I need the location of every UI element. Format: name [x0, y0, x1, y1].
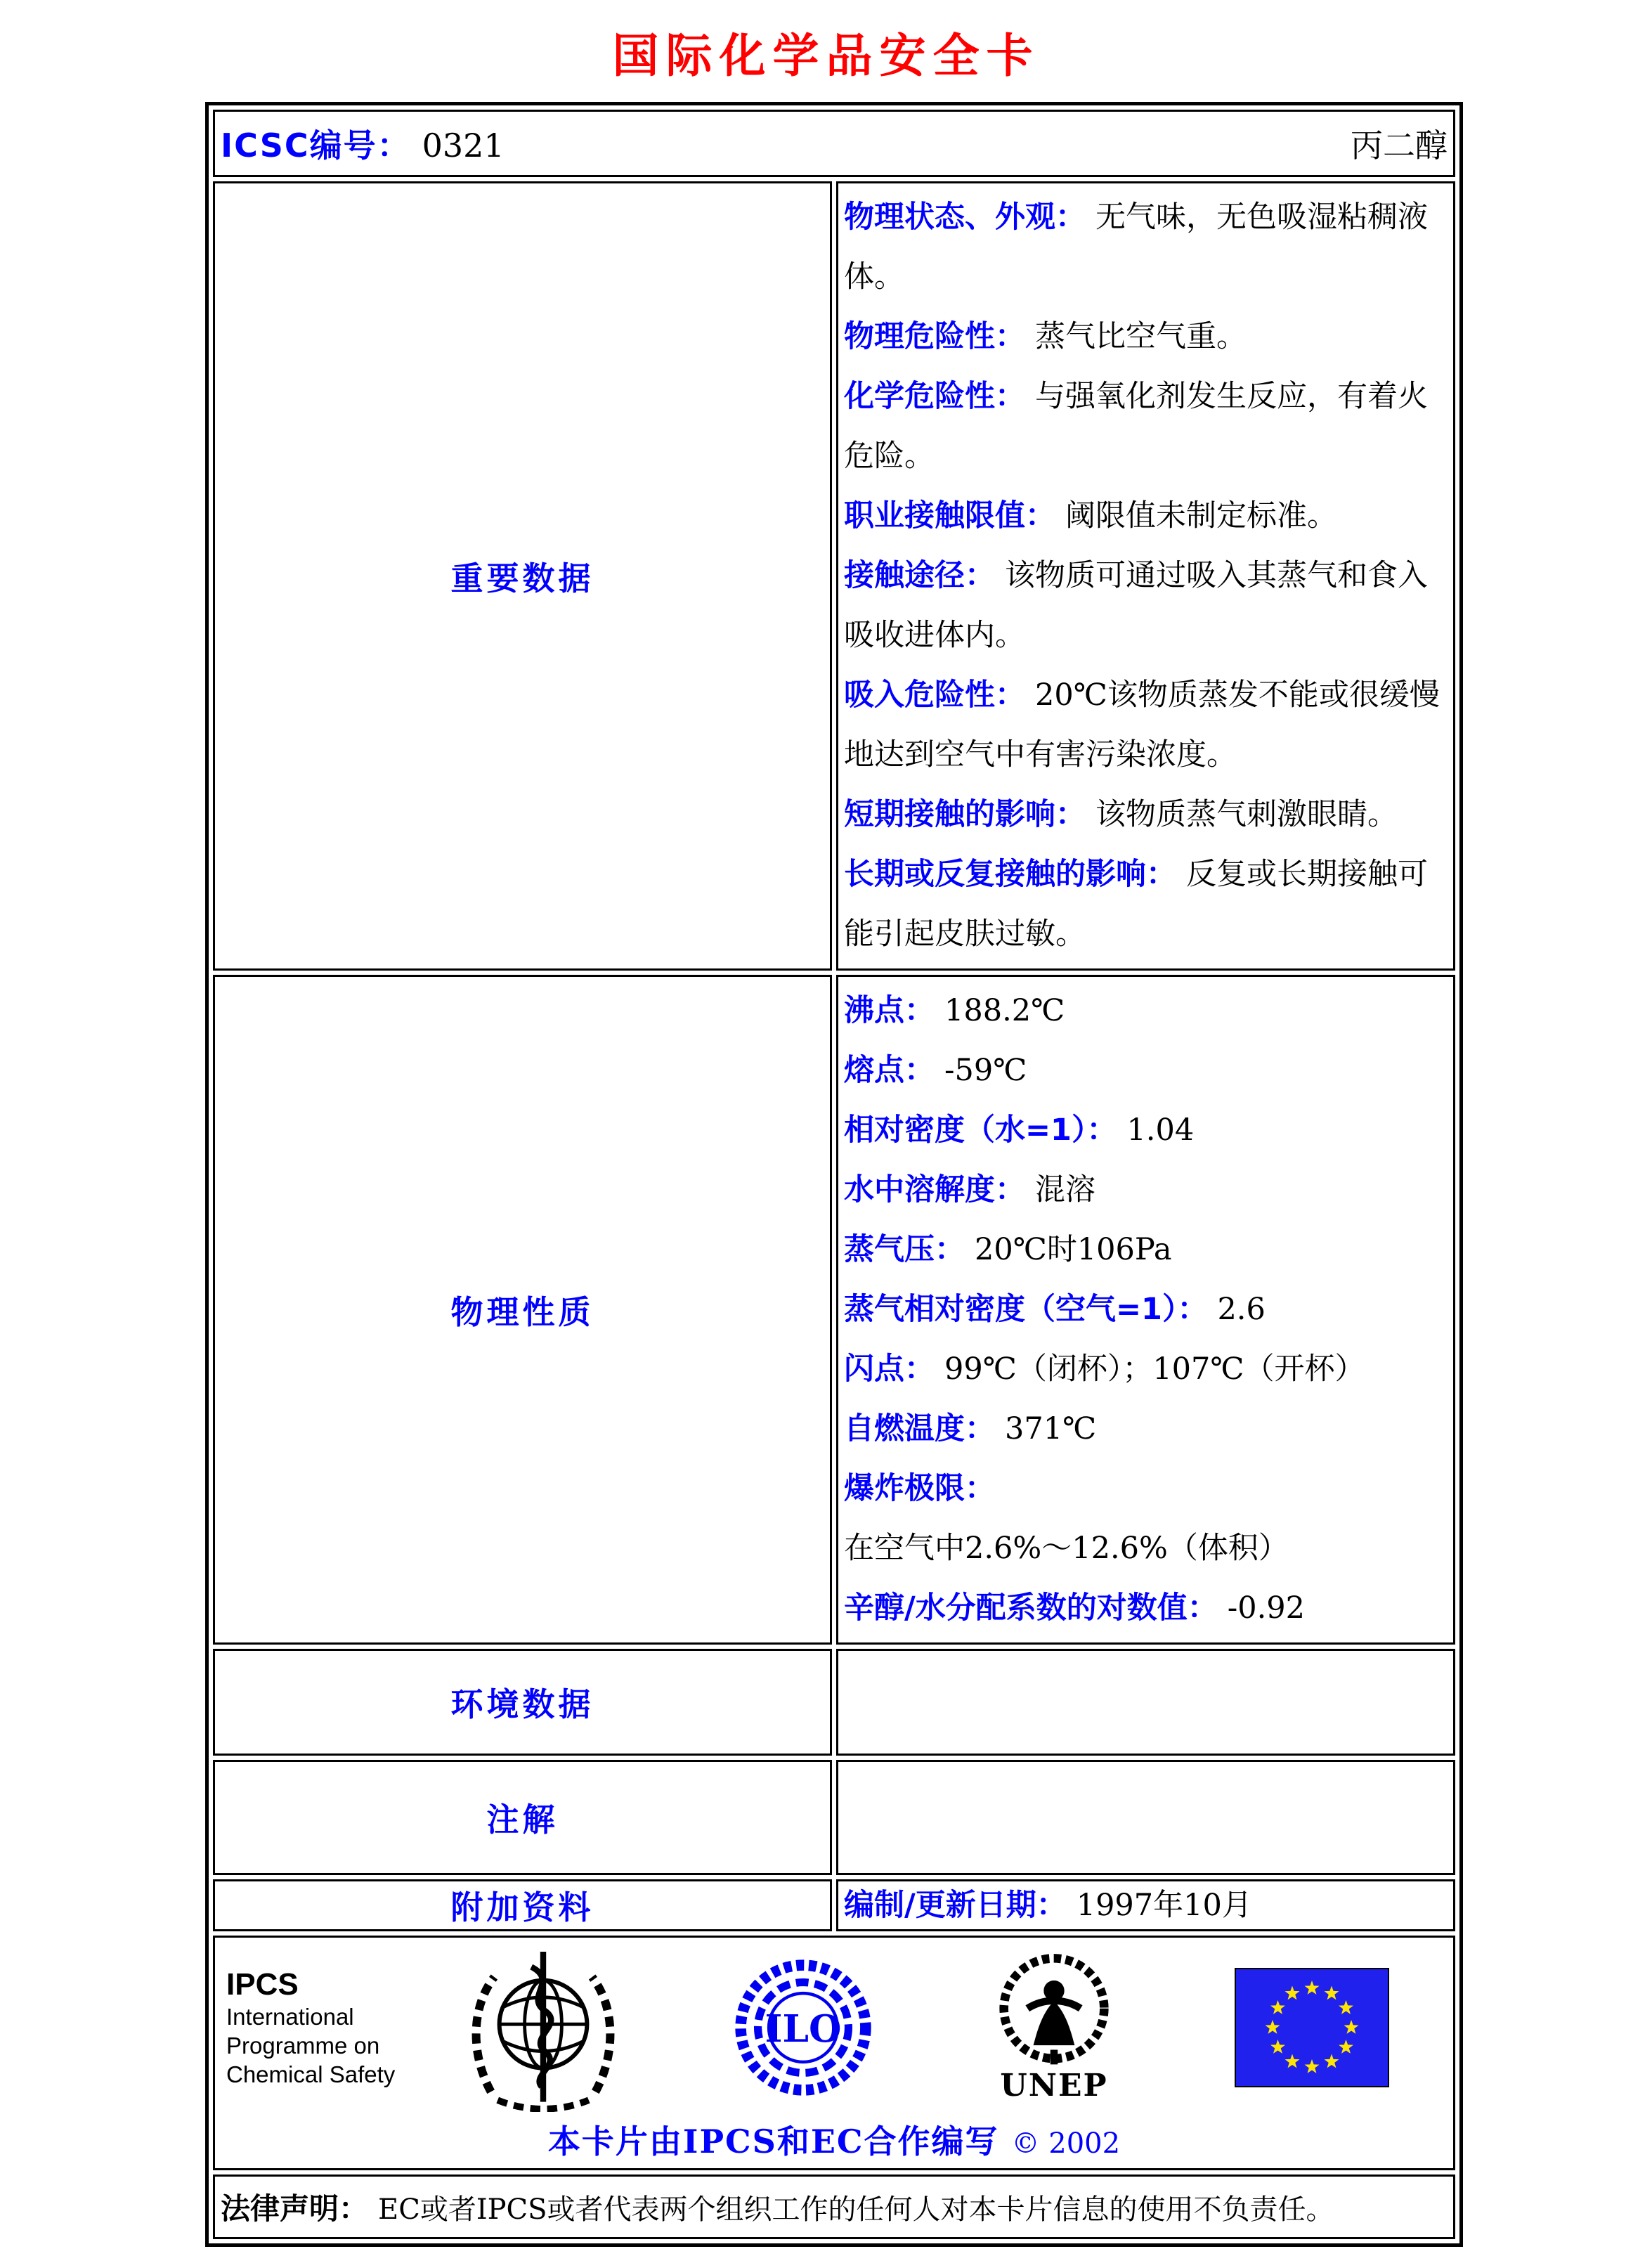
property-line — [844, 1399, 1448, 1459]
unep-logo-text: UNEP — [1000, 2067, 1108, 2104]
additional-info-row — [213, 1879, 1455, 1931]
property-label: 闪点： — [844, 1352, 935, 1387]
property-value: 混溶 — [1035, 1172, 1095, 1207]
property-label: 短期接触的影响： — [844, 797, 1086, 832]
legal-label: 法律声明： — [221, 2191, 369, 2226]
property-label: 沸点： — [844, 993, 935, 1028]
property-value: 188.2℃ — [944, 993, 1065, 1028]
property-line — [844, 486, 1448, 546]
ilo-logo-text: ILO — [765, 2007, 842, 2051]
chemical-name: 丙二醇 — [1351, 127, 1448, 164]
important-data-label-cell — [213, 181, 832, 971]
header-row — [213, 110, 1455, 177]
property-label: 相对密度（水=1）： — [844, 1113, 1117, 1148]
property-line — [844, 188, 1448, 307]
property-label: 物理状态、外观： — [844, 200, 1086, 235]
property-value: 该物质可通过吸入其蒸气和食入吸收进体内。 — [844, 558, 1428, 653]
section-label-environmental-data: 环境数据 — [450, 1685, 594, 1723]
legal-cell — [213, 2175, 1455, 2239]
property-label: 水中溶解度： — [844, 1172, 1025, 1207]
physical-properties-label-cell — [213, 975, 832, 1645]
property-value: 阈限值未制定标准。 — [1065, 498, 1337, 533]
property-value: 1.04 — [1126, 1113, 1195, 1148]
property-line — [844, 1101, 1448, 1160]
footer-cell — [213, 1936, 1455, 2170]
property-line — [844, 307, 1448, 367]
icsc-number-group — [221, 120, 505, 167]
property-value: -59℃ — [944, 1053, 1027, 1088]
legal-row — [213, 2175, 1455, 2239]
who-logo — [467, 1943, 619, 2112]
notes-row — [213, 1760, 1455, 1875]
property-value: -0.92 — [1227, 1590, 1305, 1626]
property-line — [844, 1459, 1448, 1579]
physical-properties-content-cell — [836, 975, 1455, 1645]
environmental-data-row — [213, 1649, 1455, 1756]
property-value: 蒸气比空气重。 — [1035, 319, 1247, 354]
footer-row — [213, 1936, 1455, 2170]
ipcs-subtitle-line: International — [226, 2003, 354, 2030]
property-line — [844, 1041, 1448, 1101]
environmental-data-label-cell — [213, 1649, 832, 1756]
footer-caption — [222, 2116, 1446, 2163]
unep-logo-icon — [987, 1952, 1121, 2073]
property-label: 爆炸极限： — [844, 1471, 995, 1506]
property-value: 1997年10月 — [1076, 1888, 1252, 1923]
property-line — [844, 1160, 1448, 1220]
property-line — [844, 1579, 1448, 1638]
physical-properties-row — [213, 975, 1455, 1645]
property-value: 99℃（闭杯）；107℃（开杯） — [944, 1352, 1365, 1387]
ipcs-subtitle-line: Chemical Safety — [226, 2061, 396, 2087]
property-label: 接触途径： — [844, 558, 995, 593]
eu-flag — [1235, 1968, 1389, 2087]
property-label: 物理危险性： — [844, 319, 1025, 354]
property-label: 自燃温度： — [844, 1411, 995, 1446]
property-line — [844, 546, 1448, 666]
property-value: 371℃ — [1005, 1411, 1097, 1446]
logo-strip — [410, 1943, 1446, 2112]
section-label-additional-info: 附加资料 — [450, 1888, 594, 1926]
property-line — [844, 367, 1448, 486]
unep-logo — [987, 1952, 1121, 2104]
ipcs-subtitle-line: Programme on — [226, 2032, 380, 2059]
property-label: 长期或反复接触的影响： — [844, 857, 1176, 892]
footer-logos-strip — [222, 1943, 1446, 2112]
ipcs-title: IPCS — [226, 1966, 299, 2002]
who-logo-icon — [467, 1943, 619, 2112]
section-label-notes: 注解 — [486, 1801, 559, 1839]
property-label: 编制/更新日期： — [844, 1888, 1067, 1923]
property-label: 蒸气压： — [844, 1232, 965, 1267]
important-data-row — [213, 181, 1455, 971]
section-label-important-data: 重要数据 — [450, 559, 594, 597]
property-line — [844, 981, 1448, 1041]
ilo-logo-icon — [733, 1949, 873, 2106]
ilo-logo — [733, 1949, 873, 2106]
property-value: 无气味，无色吸湿粘稠液体。 — [844, 200, 1428, 294]
icsc-card-table — [205, 102, 1463, 2247]
ipcs-block — [222, 1967, 410, 2089]
property-line — [844, 1220, 1448, 1280]
property-label: 化学危险性： — [844, 379, 1025, 414]
property-line — [844, 1340, 1448, 1399]
page-title: 国际化学品安全卡 — [612, 28, 1040, 83]
property-line — [844, 1886, 1448, 1925]
property-label: 蒸气相对密度（空气=1）： — [844, 1292, 1208, 1327]
footer-copyright: © 2002 — [1011, 2127, 1121, 2160]
property-line — [844, 666, 1448, 785]
footer-caption-text: 本卡片由IPCS和EC合作编写 — [547, 2122, 999, 2160]
legal-text: EC或者IPCS或者代表两个组织工作的任何人对本卡片信息的使用不负责任。 — [378, 2193, 1334, 2226]
property-value: 该物质蒸气刺激眼睛。 — [1095, 797, 1398, 832]
header-cell — [213, 110, 1455, 177]
icsc-number-label: ICSC编号： — [221, 127, 411, 164]
important-data-content-cell — [836, 181, 1455, 971]
property-label: 辛醇/水分配系数的对数值： — [844, 1590, 1218, 1626]
section-label-physical-properties: 物理性质 — [450, 1292, 594, 1331]
property-value: 反复或长期接触可能引起皮肤过敏。 — [844, 857, 1428, 952]
property-value: 在空气中2.6%～12.6%（体积） — [844, 1531, 1289, 1566]
notes-label-cell — [213, 1760, 832, 1875]
property-label: 职业接触限值： — [844, 498, 1055, 533]
property-label: 熔点： — [844, 1053, 935, 1088]
property-value: 与强氧化剂发生反应，有着火危险。 — [844, 379, 1428, 474]
eu-flag-icon — [1235, 1968, 1389, 2087]
property-line — [844, 785, 1448, 845]
property-value: 20℃该物质蒸发不能或很缓慢地达到空气中有害污染浓度。 — [844, 678, 1440, 772]
property-value: 2.6 — [1217, 1292, 1266, 1327]
property-line — [844, 845, 1448, 964]
property-value: 20℃时106Pa — [975, 1232, 1172, 1267]
icsc-number-value: 0321 — [422, 127, 505, 164]
additional-info-label-cell — [213, 1879, 832, 1931]
environmental-data-content-cell — [836, 1649, 1455, 1756]
property-line — [844, 1280, 1448, 1340]
property-label: 吸入危险性： — [844, 678, 1025, 713]
notes-content-cell — [836, 1760, 1455, 1875]
additional-info-content-cell — [836, 1879, 1455, 1931]
